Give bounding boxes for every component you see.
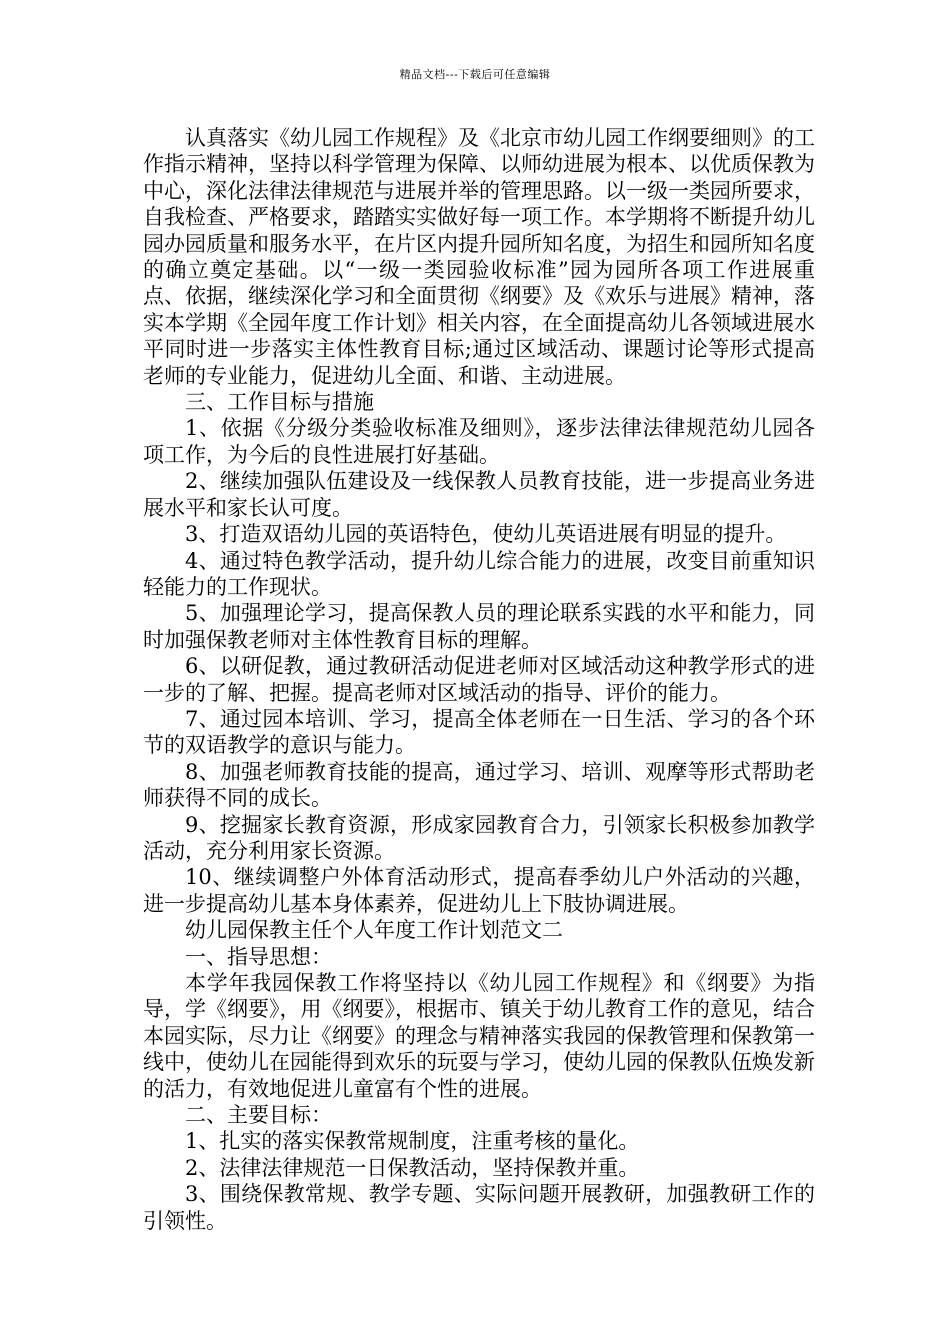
section-heading-goals: 三、工作目标与措施 xyxy=(185,390,374,415)
list-item: 2、法律法律规范一日保教活动，坚持保教并重。 xyxy=(185,1155,640,1180)
list-item: 8、加强老师教育技能的提高，通过学习、培训、观摩等形式帮助老师获得不同的成长。 xyxy=(143,759,815,811)
list-item: 3、打造双语幼儿园的英语特色，使幼儿英语进展有明显的提升。 xyxy=(185,522,787,547)
list-item: 1、扎实的落实保教常规制度，注重考核的量化。 xyxy=(185,1129,640,1154)
list-item: 3、围绕保教常规、教学专题、实际问题开展教研，加强教研工作的引领性。 xyxy=(143,1182,815,1233)
document-body xyxy=(143,125,815,1234)
list-item: 2、继续加强队伍建设及一线保教人员教育技能，进一步提高业务进展水平和家长认可度。 xyxy=(143,469,815,520)
section-heading-main-goals: 二、主要目标： xyxy=(185,1103,332,1128)
sample-title: 幼儿园保教主任个人年度工作计划范文二 xyxy=(185,918,563,943)
list-item: 10、继续调整户外体育活动形式，提高春季幼儿户外活动的兴趣，进一步提高幼儿基本身体素养，促进幼儿上下肢协调进展。 xyxy=(143,865,815,916)
paragraph-intro: 认真落实《幼儿园工作规程》及《北京市幼儿园工作纲要细则》的工作指示精神，坚持以科学管理为保障、以师幼进展为根本、以优质保教为中心，深化法律法律规范与进展并举的管理思路。以一级一类园所要求，自我检查、严格要求，踏踏实实做好每一项工作。本学期将不断提升幼儿园办园质量和服务水平，在片区内提升园所知名度，为招生和园所知名度的确立奠定基础。以“一级一类园验收标准”园为园所各项工作进展重点、依据，继续深化学习和全面贯彻《纲要》及《欢乐与进展》精神，落实本学期《全园年度工作计划》相关内容，在全面提高幼儿各领域进展水平同时进一步落实主体性教育目标;通过区域活动、课题讨论等形式提高老师的专业能力，促进幼儿全面、和谐、主动进展。 xyxy=(143,126,815,388)
list-item: 9、挖掘家长教育资源，形成家园教育合力，引领家长积极参加教学活动，充分利用家长资源。 xyxy=(143,812,815,863)
paragraph-guidance: 本学年我园保教工作将坚持以《幼儿园工作规程》和《纲要》为指导，学《纲要》，用《纲要》，根据市、镇关于幼儿教育工作的意见，结合本园实际，尽力让《纲要》的理念与精神落实我园的保教管理和保教第一线中，使幼儿在园能得到欢乐的玩耍与学习，使幼儿园的保教队伍焕发新的活力，有效地促进儿童富有个性的进展。 xyxy=(143,971,815,1101)
list-item: 4、通过特色教学活动，提升幼儿综合能力的进展，改变目前重知识轻能力的工作现状。 xyxy=(143,548,815,599)
page-header: 精品文档---下载后可任意编辑 xyxy=(399,68,551,81)
section-heading-guidance: 一、指导思想： xyxy=(185,944,332,969)
list-item: 7、通过园本培训、学习，提高全体老师在一日生活、学习的各个环节的双语教学的意识与能力。 xyxy=(143,706,815,758)
list-item: 6、以研促教，通过教研活动促进老师对区域活动这种教学形式的进一步的了解、把握。提高老师对区域活动的指导、评价的能力。 xyxy=(143,654,815,705)
list-item: 5、加强理论学习，提高保教人员的理论联系实践的水平和能力，同时加强保教老师对主体性教育目标的理解。 xyxy=(143,601,815,652)
list-item: 1、依据《分级分类验收标准及细则》，逐步法律法律规范幼儿园各项工作，为今后的良性进展打好基础。 xyxy=(143,416,815,467)
